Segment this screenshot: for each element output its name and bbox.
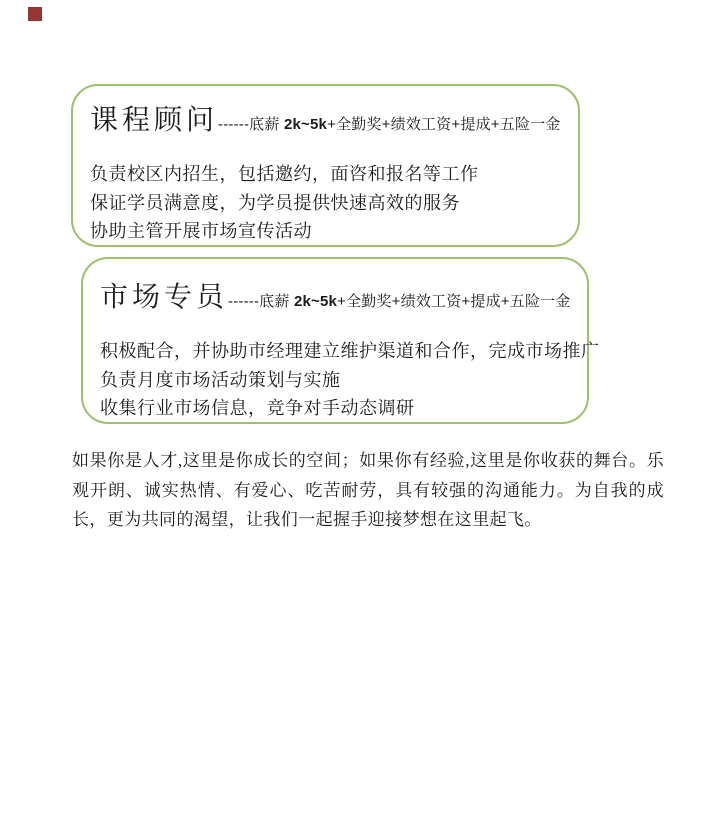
duty-line: 积极配合，并协助市经理建立维护渠道和合作，完成市场推广	[100, 341, 600, 361]
job-card-marketing-specialist	[81, 257, 600, 424]
duty-line: 负责月度市场活动策划与实施	[100, 369, 341, 390]
salary-range: 2k~5k	[283, 116, 328, 133]
duty-line: 收集行业市场信息，竞争对手动态调研	[100, 398, 415, 418]
job-duties-list	[90, 160, 561, 246]
red-square-marker	[28, 7, 42, 21]
job-salary-detail	[228, 293, 571, 310]
salary-benefits: +全勤奖+绩效工资+提成+五险一金	[327, 116, 561, 133]
duty-line: 保证学员满意度，为学员提供快速高效的服务	[90, 192, 460, 213]
salary-range: 2k~5k	[293, 293, 338, 310]
job-title-row	[90, 102, 578, 144]
salary-prefix: ------底薪	[218, 116, 284, 133]
salary-benefits: +全勤奖+绩效工资+提成+五险一金	[337, 293, 571, 310]
salary-prefix: ------底薪	[228, 293, 294, 310]
duty-line: 负责校区内招生，包括邀约，面咨和报名等工作	[90, 164, 479, 184]
job-title: 市场专员	[100, 282, 229, 313]
job-title: 课程顾问	[90, 105, 219, 136]
closing-paragraph: 如果你是人才,这里是你成长的空间；如果你有经验,这里是你收获的舞台。乐观开朗、诚实热情、有爱心、吃苦耐劳，具有较强的沟通能力。为自我的成长，更为共同的渴望，让我们一起握手迎接梦想在这里起飞。	[72, 451, 664, 529]
duty-line: 协助主管开展市场宣传活动	[90, 221, 312, 241]
job-card-course-consultant	[71, 84, 580, 247]
job-duties-list	[100, 337, 600, 423]
job-title-row	[100, 279, 587, 321]
job-salary-detail	[218, 116, 561, 133]
